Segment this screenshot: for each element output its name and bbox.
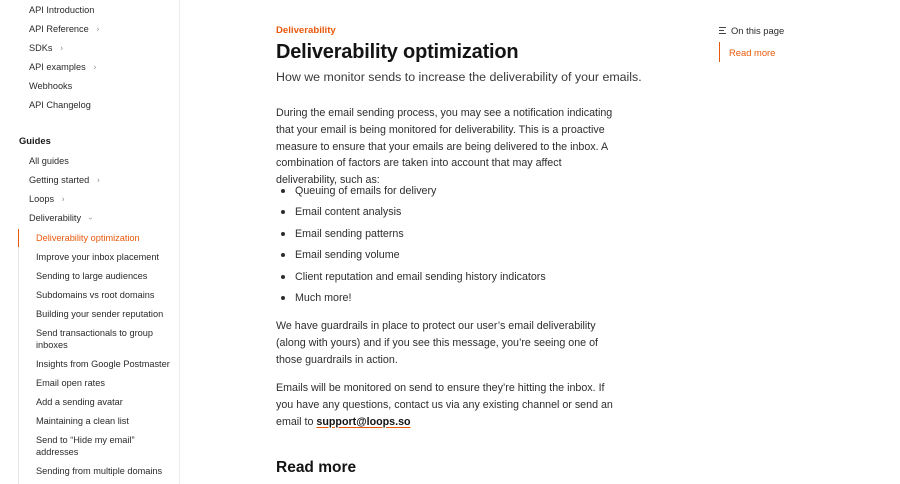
list-icon (719, 27, 726, 34)
subnav-rail (18, 229, 19, 484)
page-title: Deliverability optimization (276, 41, 519, 63)
sidebar-item-label: Getting started (29, 175, 90, 185)
monitor-text: Emails will be monitored on send to ensure they’re hitting the inbox. If you have any questions, contact us via any existing channel or send an email to (276, 382, 613, 428)
chevron-right-icon: › (97, 175, 100, 185)
sidebar-subitem-sender-reputation[interactable]: Building your sender reputation (36, 309, 164, 319)
sidebar-subitem-improve-inbox-placement[interactable]: Improve your inbox placement (36, 252, 160, 262)
sidebar-item-api-introduction[interactable] (29, 5, 94, 15)
sidebar-subitem-group-inboxes[interactable]: Send transactionals to group inboxes (36, 328, 153, 350)
sidebar-item-sdks[interactable] (29, 43, 63, 53)
list-item: Much more! (276, 290, 546, 311)
monitor-paragraph (276, 380, 621, 430)
sidebar-item-label: API examples (29, 62, 86, 72)
sidebar-subitem-google-postmaster[interactable]: Insights from Google Postmaster (36, 359, 170, 369)
factor-list (276, 183, 546, 311)
page-subtitle: How we monitor sends to increase the deliverability of your emails. (276, 70, 642, 84)
sidebar-subitem-subdomains-vs-root[interactable]: Subdomains vs root domains (36, 290, 155, 300)
intro-paragraph: During the email sending process, you may see a notification indicating that your email is being monitored for deliverability. This is a proactive measure to ensure that your emails are being delivered to the inbox. A combination of factors are taken into account that may affect deliverability, such as: (276, 107, 613, 187)
sidebar-subitem-hide-my-email[interactable]: Send to “Hide my email” addresses (36, 435, 135, 457)
sidebar-item-label: API Introduction (29, 5, 95, 15)
list-item: Queuing of emails for delivery (276, 183, 546, 204)
sidebar-subitem-clean-list[interactable]: Maintaining a clean list (36, 416, 129, 426)
toc-item-read-more[interactable]: Read more (729, 47, 776, 58)
list-item: Email sending patterns (276, 226, 546, 247)
sidebar-subitem-deliverability-optimization[interactable]: Deliverability optimization (36, 233, 140, 243)
sidebar-item-api-examples[interactable] (29, 62, 96, 72)
chevron-right-icon: › (60, 43, 63, 53)
sidebar-section-guides: Guides (19, 135, 51, 146)
sidebar-item-deliverability[interactable] (29, 213, 94, 223)
sidebar-subitem-sending-large-audiences[interactable]: Sending to large audiences (36, 271, 148, 281)
sidebar (0, 0, 180, 484)
list-item: Client reputation and email sending history indicators (276, 269, 546, 290)
sidebar-item-api-reference[interactable] (29, 24, 99, 34)
sidebar-subitem-sending-avatar[interactable]: Add a sending avatar (36, 397, 123, 407)
sidebar-item-label: API Changelog (29, 100, 91, 110)
support-email-link[interactable]: support@loops.so (316, 415, 411, 428)
list-item: Email content analysis (276, 204, 546, 225)
toc-heading (719, 25, 784, 36)
breadcrumb[interactable]: Deliverability (276, 25, 336, 36)
toc-heading-label: On this page (731, 25, 785, 36)
read-more-heading: Read more (276, 459, 357, 476)
chevron-right-icon: › (93, 62, 97, 72)
chevron-right-icon: › (96, 24, 100, 34)
sidebar-subitem-multiple-domains[interactable]: Sending from multiple domains (36, 466, 163, 476)
sidebar-item-webhooks[interactable] (29, 81, 72, 91)
sidebar-item-api-changelog[interactable] (29, 100, 91, 110)
toc-active-indicator (719, 42, 720, 62)
sidebar-item-label: API Reference (29, 24, 89, 34)
sidebar-item-label: Loops (29, 194, 55, 204)
sidebar-subitem-email-open-rates[interactable]: Email open rates (36, 378, 105, 388)
sidebar-item-label: SDKs (29, 43, 53, 53)
subnav-active-indicator (18, 229, 19, 247)
sidebar-item-label: Deliverability (29, 213, 82, 223)
guardrails-paragraph: We have guardrails in place to protect our user’s email deliverability (along with yours) and if you see this message, you’re seeing one of those guardrails in action. (276, 320, 598, 366)
chevron-down-icon: › (86, 216, 94, 220)
list-item: Email sending volume (276, 247, 546, 268)
chevron-right-icon: › (62, 194, 65, 204)
sidebar-item-getting-started[interactable] (29, 175, 100, 185)
sidebar-item-label: Webhooks (29, 81, 73, 91)
sidebar-item-loops[interactable] (29, 194, 64, 204)
sidebar-item-label: All guides (29, 156, 69, 166)
sidebar-item-all-guides[interactable] (29, 156, 69, 166)
